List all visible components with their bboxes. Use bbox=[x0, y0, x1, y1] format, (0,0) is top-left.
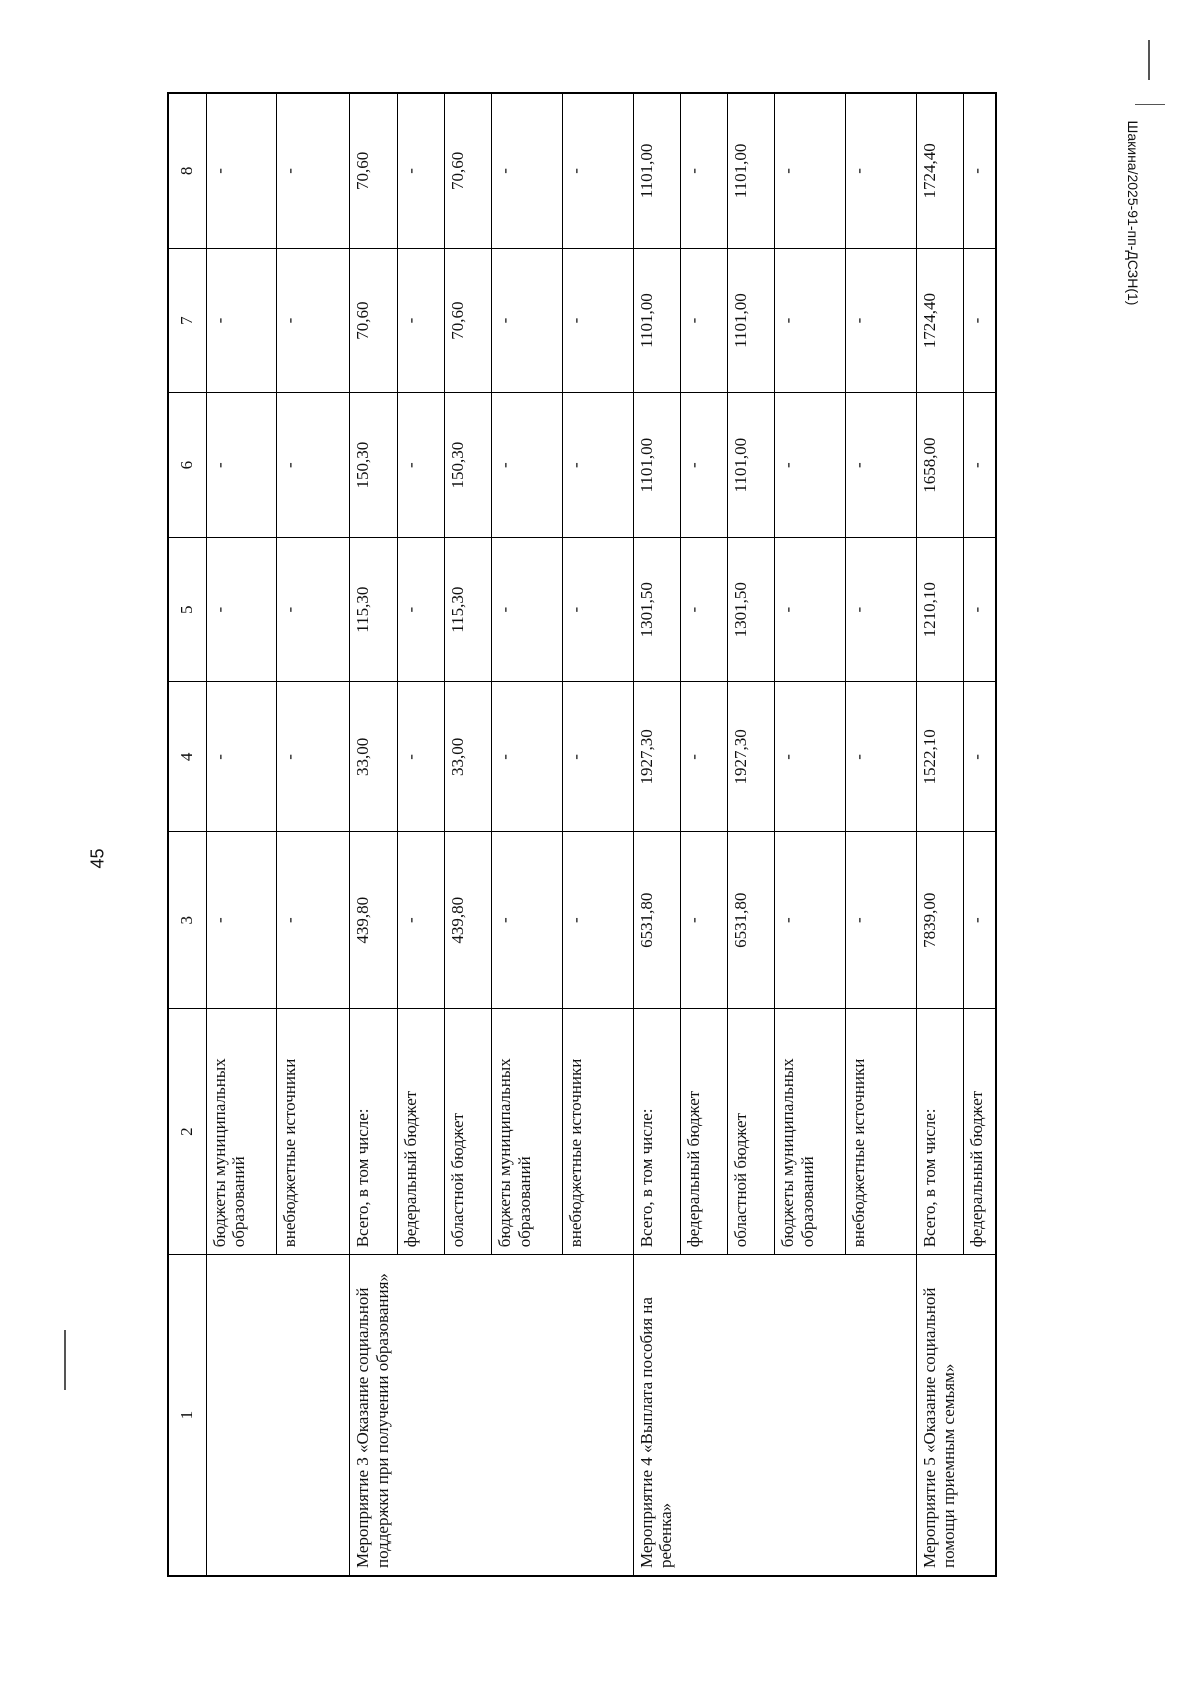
value-cell: - bbox=[846, 93, 917, 248]
value-cell: 1210,10 bbox=[916, 537, 963, 682]
header-col-1: 1 bbox=[168, 1255, 206, 1576]
header-col-8: 8 bbox=[168, 93, 206, 248]
document-code: Шакина/2025-91-пп-ДСЗН(1) bbox=[1125, 120, 1141, 306]
value-cell: - bbox=[964, 537, 996, 682]
header-row bbox=[168, 93, 206, 1576]
value-cell: - bbox=[206, 537, 277, 682]
event-cell: Мероприятие 5 «Оказание социальной помощи приемным семьям» bbox=[916, 1255, 996, 1576]
funding-source-cell: Всего, в том числе: bbox=[633, 1009, 680, 1255]
value-cell: 1301,50 bbox=[728, 537, 775, 682]
value-cell: - bbox=[277, 248, 350, 393]
value-cell: 70,60 bbox=[444, 248, 491, 393]
value-cell: - bbox=[397, 393, 444, 538]
value-cell: - bbox=[397, 248, 444, 393]
value-cell: - bbox=[846, 248, 917, 393]
funding-source-cell: бюджеты муниципальных образований bbox=[775, 1009, 846, 1255]
value-cell: - bbox=[397, 682, 444, 832]
value-cell: - bbox=[964, 832, 996, 1009]
value-cell: - bbox=[397, 832, 444, 1009]
value-cell: 33,00 bbox=[350, 682, 397, 832]
page-number: 45 bbox=[87, 848, 108, 869]
value-cell: - bbox=[775, 682, 846, 832]
table-row bbox=[350, 93, 397, 1576]
value-cell: - bbox=[964, 393, 996, 538]
scan-mark-right bbox=[1135, 104, 1165, 105]
funding-source-cell: внебюджетные источники bbox=[277, 1009, 350, 1255]
value-cell: - bbox=[846, 393, 917, 538]
value-cell: - bbox=[680, 248, 727, 393]
value-cell: 70,60 bbox=[350, 93, 397, 248]
funding-source-cell: федеральный бюджет bbox=[397, 1009, 444, 1255]
value-cell: - bbox=[206, 682, 277, 832]
value-cell: - bbox=[680, 93, 727, 248]
header-col-7: 7 bbox=[168, 248, 206, 393]
value-cell: - bbox=[775, 537, 846, 682]
value-cell: 1101,00 bbox=[633, 393, 680, 538]
value-cell: 1101,00 bbox=[728, 393, 775, 538]
value-cell: - bbox=[491, 682, 562, 832]
value-cell: 1301,50 bbox=[633, 537, 680, 682]
value-cell: - bbox=[846, 682, 917, 832]
value-cell: 115,30 bbox=[444, 537, 491, 682]
value-cell: 1724,40 bbox=[916, 248, 963, 393]
value-cell: - bbox=[491, 248, 562, 393]
value-cell: 115,30 bbox=[350, 537, 397, 682]
table-row bbox=[633, 93, 680, 1576]
value-cell: - bbox=[562, 248, 633, 393]
value-cell: 7839,00 bbox=[916, 832, 963, 1009]
value-cell: 70,60 bbox=[444, 93, 491, 248]
value-cell: - bbox=[491, 393, 562, 538]
value-cell: 6531,80 bbox=[728, 832, 775, 1009]
value-cell: - bbox=[277, 93, 350, 248]
funding-source-cell: областной бюджет bbox=[728, 1009, 775, 1255]
value-cell: 439,80 bbox=[350, 832, 397, 1009]
value-cell: - bbox=[206, 93, 277, 248]
value-cell: 1101,00 bbox=[633, 248, 680, 393]
table-row bbox=[916, 93, 963, 1576]
value-cell: 1927,30 bbox=[728, 682, 775, 832]
value-cell: - bbox=[277, 832, 350, 1009]
value-cell: - bbox=[491, 832, 562, 1009]
value-cell: 1522,10 bbox=[916, 682, 963, 832]
table-row bbox=[206, 93, 277, 1576]
value-cell: 439,80 bbox=[444, 832, 491, 1009]
value-cell: - bbox=[964, 248, 996, 393]
header-col-4: 4 bbox=[168, 682, 206, 832]
value-cell: - bbox=[397, 93, 444, 248]
header-col-5: 5 bbox=[168, 537, 206, 682]
value-cell: - bbox=[206, 248, 277, 393]
value-cell: - bbox=[964, 93, 996, 248]
event-cell: Мероприятие 3 «Оказание социальной поддержки при получении образования» bbox=[350, 1255, 633, 1576]
value-cell: - bbox=[277, 682, 350, 832]
value-cell: - bbox=[277, 537, 350, 682]
value-cell: 150,30 bbox=[444, 393, 491, 538]
value-cell: - bbox=[680, 682, 727, 832]
funding-source-cell: федеральный бюджет bbox=[964, 1009, 996, 1255]
header-col-2: 2 bbox=[168, 1009, 206, 1255]
header-col-6: 6 bbox=[168, 393, 206, 538]
funding-source-cell: бюджеты муниципальных образований bbox=[491, 1009, 562, 1255]
event-cell: Мероприятие 4 «Выплата пособия на ребенка» bbox=[633, 1255, 916, 1576]
budget-table-rotated bbox=[167, 92, 997, 1577]
value-cell: - bbox=[562, 93, 633, 248]
value-cell: - bbox=[680, 393, 727, 538]
value-cell: - bbox=[775, 248, 846, 393]
value-cell: - bbox=[491, 537, 562, 682]
value-cell: 1724,40 bbox=[916, 93, 963, 248]
value-cell: - bbox=[964, 682, 996, 832]
value-cell: - bbox=[562, 393, 633, 538]
value-cell: - bbox=[680, 537, 727, 682]
value-cell: - bbox=[562, 832, 633, 1009]
value-cell: 1658,00 bbox=[916, 393, 963, 538]
value-cell: 70,60 bbox=[350, 248, 397, 393]
header-col-3: 3 bbox=[168, 832, 206, 1009]
funding-source-cell: внебюджетные источники bbox=[846, 1009, 917, 1255]
value-cell: - bbox=[491, 93, 562, 248]
scan-mark-left bbox=[64, 1330, 66, 1390]
value-cell: - bbox=[680, 832, 727, 1009]
value-cell: - bbox=[206, 832, 277, 1009]
value-cell: - bbox=[775, 832, 846, 1009]
value-cell: - bbox=[846, 832, 917, 1009]
value-cell: 1101,00 bbox=[633, 93, 680, 248]
budget-table bbox=[167, 92, 997, 1577]
value-cell: 1927,30 bbox=[633, 682, 680, 832]
value-cell: - bbox=[277, 393, 350, 538]
event-cell bbox=[206, 1255, 350, 1576]
value-cell: - bbox=[775, 93, 846, 248]
value-cell: 150,30 bbox=[350, 393, 397, 538]
funding-source-cell: бюджеты муниципальных образований bbox=[206, 1009, 277, 1255]
value-cell: 1101,00 bbox=[728, 248, 775, 393]
value-cell: - bbox=[562, 537, 633, 682]
funding-source-cell: Всего, в том числе: bbox=[350, 1009, 397, 1255]
value-cell: - bbox=[846, 537, 917, 682]
funding-source-cell: федеральный бюджет bbox=[680, 1009, 727, 1255]
value-cell: - bbox=[775, 393, 846, 538]
funding-source-cell: областной бюджет bbox=[444, 1009, 491, 1255]
scan-mark-top bbox=[1148, 40, 1150, 80]
value-cell: 6531,80 bbox=[633, 832, 680, 1009]
funding-source-cell: внебюджетные источники bbox=[562, 1009, 633, 1255]
funding-source-cell: Всего, в том числе: bbox=[916, 1009, 963, 1255]
value-cell: - bbox=[206, 393, 277, 538]
value-cell: 1101,00 bbox=[728, 93, 775, 248]
value-cell: 33,00 bbox=[444, 682, 491, 832]
value-cell: - bbox=[397, 537, 444, 682]
value-cell: - bbox=[562, 682, 633, 832]
